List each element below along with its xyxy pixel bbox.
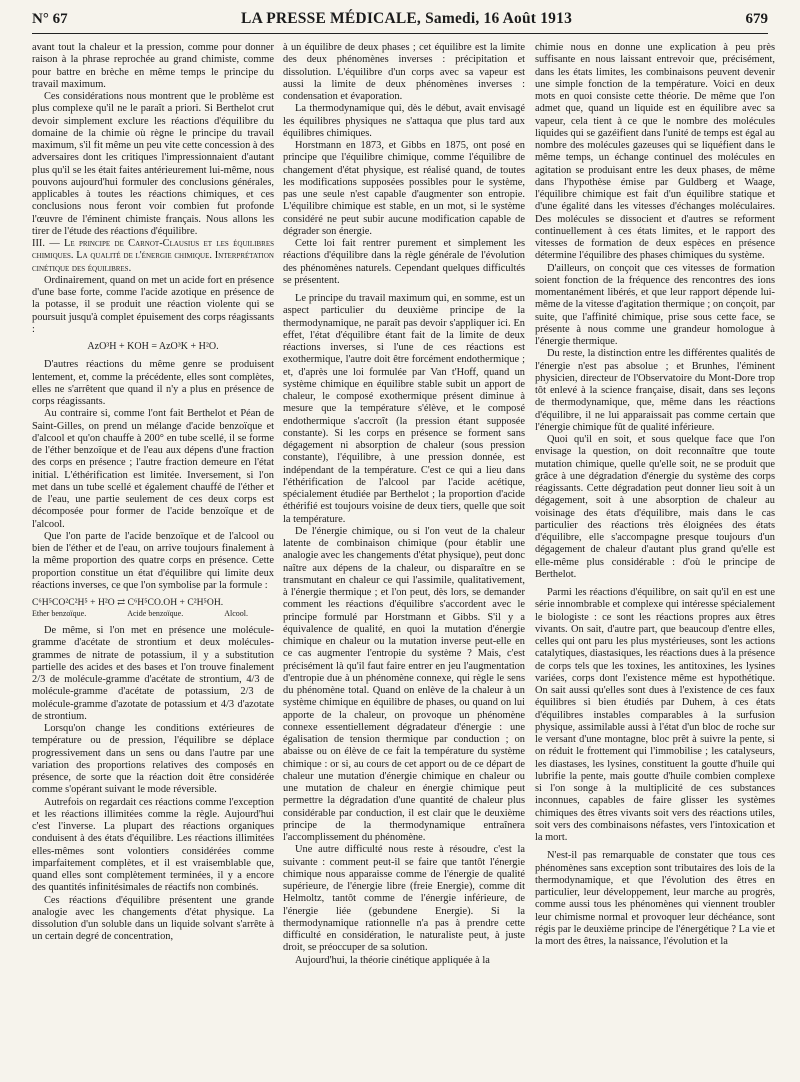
formula-esterification <box>32 597 274 619</box>
column-3 <box>535 42 775 1078</box>
paragraph: La thermodynamique qui, dès le début, avait envisagé les équilibres physiques ne s'attaqua que plus tard aux équilibres chimiques. <box>283 103 525 139</box>
page-header <box>32 8 768 30</box>
header-rule <box>32 33 768 34</box>
paragraph: Du reste, la distinction entre les différentes qualités de l'énergie n'est pas absolue ; et Brunhes, l'éminent physicien, directeur de l'Observatoire du Mont-Dore trop tôt enlevé à la science française, disait, dans ses leçons de thermodynamique, que, même dans les réactions d'équilibre, il ne lui apparaissait pas comme certain que l'énergie chimique fût de qualité inférieure. <box>535 348 775 433</box>
paragraph: Aujourd'hui, la théorie cinétique appliquée à la <box>295 954 490 966</box>
paragraph: Cette loi fait rentrer purement et simplement les réactions d'équilibre dans la règle générale de l'évolution des phénomènes naturels. Cependant quelques difficultés se présentent. <box>283 238 525 286</box>
paragraph: D'ailleurs, on conçoit que ces vitesses de formation soient fonction de la fréquence des rencontres des ions momentanément libérés, et que leur rapport dépende lui-même de la vitesse d'agitation thermique ; on conçoit, par suite, que l'affinité chimique, prise sous cette face, se présente à nous comme une grandeur homologue à l'énergie thermique. <box>535 262 775 347</box>
masthead <box>241 10 572 28</box>
formula-labels <box>32 608 274 619</box>
paragraph: Horstmann en 1873, et Gibbs en 1875, ont posé en principe que l'équilibre chimique, comme l'équilibre de changement d'état physique, est réalisé quand, de toutes les modifications supposées possibles pour le système, pas une seule n'est capable d'augmenter son entropie. L'équilibre chimique est stable, en un mot, si le système considéré ne peut subir aucune modification capable de dégrader son énergie. <box>283 140 525 237</box>
paragraph: avant tout la chaleur et la pression, comme pour donner raison à la phrase reprochée au grand chimiste, comme pour battre en brèche en même temps le principe du travail maximum. <box>32 42 274 90</box>
paragraph: De l'énergie chimique, ou si l'on veut de la chaleur latente de combinaison chimique (pour établir une analogie avec les changements d'état physique), peut donc naître aux dépens de la chaleur, ou disparaître en se transmutant en chaleur ce qui l'assimile, qualitativement, à l'énergie thermique ; et l'on peut, dès lors, se demander comment les réactions d'équilibre s'accordent avec le principe formulé par Horstmann et Gibbs. S'il y a équivalence de qualité, en quoi la mutation d'énergie chimique en chaleur ou la mutation inverse peut-elle en ce cas augmenter l'entropie du système ? Mais, c'est précisément là qu'il faut faire entrer en jeu l'augmentation d'entropie due à un phénomène connexe, qui règle le sens du phénomène total. Quand on enlève de la chaleur à un système chimique en équilibre de phases, ou quand on lui apporte de la chaleur, on provoque un phénomène connexe essentiellement dégradateur d'énergie : une égalisation de tension thermique par conduction ; on abaisse ou on élève de ce fait la température du système chimique : or si, au cours de cet apport ou de ce départ de chaleur une mutation d'énergie chimique en chaleur ou une mutation de chaleur en énergie chimique peut permettre la dégradation d'une quantité de chaleur plus considérable par conduction, il est clair que le deuxième principe de la thermodynamique entraînera l'accomplissement du phénomène. <box>283 525 525 843</box>
formula-label: Acide benzoïque. <box>127 609 184 618</box>
paragraph: Au contraire si, comme l'ont fait Berthelot et Péan de Saint-Gilles, on prend un mélange d'acide benzoïque et d'alcool et qu'on chauffe à 200° en tube scellé, il se forme de l'éther benzoïque et de l'eau aux dépens d'une fraction des corps en présence ; l'autre fraction demeure en l'état initial. L'éthérification est limitée. Inversement, si l'on met dans un tube scellé et également chauffé de l'éther et de l'eau, une partie seulement de ces deux corps est décomposée pour former de l'acide benzoïque et de l'alcool. <box>32 408 274 530</box>
column-2 <box>283 42 525 1078</box>
paragraph: Autrefois on regardait ces réactions comme l'exception et les réactions illimitées comme la règle. Aujourd'hui c'est l'inverse. La plupart des réactions organiques conduisent à des états d'équilibre. Les réactions illimitées elles-mêmes sont volontiers considérées comme imparfaitement complètes, et il est vraisemblable que, quand elles sont complètement terminées, il y a encore des quantités infinitésimales de réactifs non combinés. <box>32 796 274 894</box>
paragraph: De même, si l'on met en présence une molécule-gramme d'acétate de strontium et deux molécules-grammes de nitrate de potassium, il y a substitution partielle des acides et des bases et l'on trouve finalement 2/3 de molécule-gramme d'acétate de strontium, 4/3 de molécule-gramme d'acétate de potassium, 2/3 de molécule-gramme d'azotate de potassium et 4/3 d'azotate de strontium. <box>32 625 274 722</box>
section-heading: III. — Le principe de Carnot-Clausius et les équilibres chimiques. La qualité de l'énergie chimique. Interprétation cinétique des équilibres. <box>32 238 274 274</box>
formula-equation: C⁶H⁵CO²C²H⁵ + H²O ⇄ C⁶H⁵CO.OH + C²H⁵OH. <box>32 597 224 608</box>
paragraph: Le principe du travail maximum qui, en somme, est un aspect particulier du deuxième principe de la thermodynamique, ne paraît pas devoir s'appliquer ici. En effet, l'état d'équilibre étant fait de la limite de deux réactions inverses, si l'une de ces réactions est exothermique, l'autre doit être forcément endothermique ; et, d'après une loi formulée par Van t'Hoff, quand un système chimique en équilibre stable subit un apport de chaleur, le composé exothermique présent diminue à mesure que la température s'élève, et le composé endothermique s'accroît (la pression étant supposée constante). Si les corps en présence se forment sans dégagement ni absorption de chaleur (sous pression constante), l'équilibre, à une pression donnée, est indépendant de la température. C'est ce qui a lieu dans l'éthérification de l'alcool par l'acide acétique, spécialement étudiée par Berthelot ; la proportion d'acide éthérifié est toujours voisine de deux tiers, quelle que soit la température. <box>283 293 525 525</box>
paragraph: Lorsqu'on change les conditions extérieures de température ou de pression, l'équilibre se déplace progressivement dans un sens ou dans l'autre par une variation des proportions relatives des composés en présence, de sorte que la réaction doit être considérée comme s'opérant suivant le mode réversible. <box>32 723 274 796</box>
paragraph: D'autres réactions du même genre se produisent lentement, et, comme la précédente, elles sont complètes, elles ne s'arrêtent que quand il n'y a plus en présence de corps réagissants. <box>32 359 274 407</box>
paragraph: Ordinairement, quand on met un acide fort en présence d'une base forte, comme l'acide azotique en présence de la potasse, il se produit une réaction violente qui se poursuit jusqu'à complet épuisement des corps réagissants : <box>32 274 274 335</box>
issue-date: Samedi, 16 Août 1913 <box>425 10 573 27</box>
column-1 <box>32 42 274 1078</box>
paragraph: Parmi les réactions d'équilibre, on sait qu'il en est une série innombrable et complexe qui intéresse spécialement le biologiste : ce sont les réactions propres aux êtres vivants. On sait, d'autre part, que beaucoup d'entre elles, celles qui ont paru les plus mystérieuses, sont les actions catalytiques, diastasiques, les réactions dues à la présence de corps tels que les toxines, les antitoxines, les lysines variées, corps dont l'existence même est hypothétique. On sait aussi qu'elles sont dues à l'existence de ces faux équilibres si bien étudiés par Duhem, à ces états d'équilibres instables comparables à la surfusion physique, assimilable aussi à l'état d'un bloc de roche sur le versant d'une montagne, bloc prêt à suivre la pente, si on réduit le frottement qui l'immobilise ; les catalyseurs, les diastases, les lysines, constituent la goutte d'huile qui lubrifie la pente, mais goutte d'huile combien complexe si l'on songe à la multiplicité de ces substances inconnues, capables de faire glisser les systèmes chimiques des êtres vivants soit vers des réactions utiles, soit vers des combinaisons néfastes, vers l'intoxication et la mort. <box>535 587 775 843</box>
paragraph: Quoi qu'il en soit, et sous quelque face que l'on envisage la question, on doit reconnaître que toute mutation chimique, quelle qu'elle soit, ne se produit que grâce à une dégradation d'énergie du système des corps réagissants. Cette dégradation peut donner lieu soit à un dégagement, soit à une absorption de chaleur au voisinage des états d'équilibre, mais dans le cas particulier des réactions très éloignées des états d'équilibre, elle s'accompagne presque toujours d'un dégagement de chaleur d'autant plus grand qu'elle est elle-même plus considérable : d'où le principe de Berthelot. <box>535 434 775 580</box>
paragraph: N'est-il pas remarquable de constater que tous ces phénomènes sans exception sont tributaires des lois de la thermodynamique, et que l'évolution des êtres en particulier, leur développement, leur marche au progrès, comme aussi tous les phénomènes qui viennent troubler leur chimisme normal et provoquer leur déchéance, sont régis par le deuxième principe de l'énergétique ? La vie et la mort des êtres, la naissance, l'évolution et la <box>535 850 775 947</box>
journal-title: LA PRESSE MÉDICALE, <box>241 10 421 27</box>
paragraph: à un équilibre de deux phases ; cet équilibre est la limite des deux phénomènes inverses : précipitation et dissolution. L'équilibre d'un corps avec sa vapeur est aussi la limite de deux phénomènes inverses : condensation et évaporation. <box>283 42 525 102</box>
issue-number: N° 67 <box>32 10 68 27</box>
paragraph: Ces réactions d'équilibre présentent une grande analogie avec les changements d'état physique. La dissolution d'un soluble dans un liquide solvant s'arrête à un certain degré de concentration, <box>32 894 274 943</box>
formula-nitric-potash: AzO³H + KOH = AzO³K + H²O. <box>87 341 219 352</box>
page-number: 679 <box>745 10 768 27</box>
paragraph: Ces considérations nous montrent que le problème est plus complexe qu'il ne le paraît a priori. Si Berthelot crut devoir simplement exclure les réactions d'équilibre du domaine de la chimie où règne le principe du travail maximum, s'il fit même un peu vite cette concession à des adversaires dont les critiques l'impressionnaient d'autant plus qu'il se les était faites antérieurement lui-même, nous pouvons aujourd'hui formuler des conclusions générales, applicables à toutes les réactions chimiques, et ces conclusions nous feront voir combien fut profonde l'œuvre de l'éminent chimiste français. Nous allons les tirer de l'étude des réactions d'équilibre. <box>32 91 274 237</box>
formula-label: Ether benzoïque. <box>32 609 87 618</box>
paragraph: Une autre difficulté nous reste à résoudre, c'est la suivante : comment peut-il se faire que tantôt l'énergie chimique nous apparaisse comme de l'énergie de qualité supérieure, de l'énergie libre (freie Energie), comme dit Helmoltz, tantôt comme de l'énergie inférieure, de l'énergie liée (gebundene Energie). Si la thermodynamique rationnelle n'a pas à prendre cette difficulté en considération, le naturaliste peut, à juste droit, se préoccuper de sa solution. <box>283 844 525 954</box>
paragraph: chimie nous en donne une explication à peu près suffisante en nous laissant entrevoir que, précisément, dans les états limites, les combinaisons peuvent devenir une simple fonction de la température. Voici en deux mots en quoi consiste cette théorie. De même que l'on admet que, quand un liquide est en équilibre avec sa vapeur, cela tient à ce que le nombre des molécules liquides qui se gazéifient dans l'unité de temps est égal au nombre des molécules gazeuses qui se liquéfient dans le même temps, un échange continuel des molécules en agitation se produisant entre les deux phases, de même dans l'hypothèse émise par Guldberg et Waage, l'équilibre chimique est fait d'un équilibre statique et d'une égalité dans les vitesses d'échanges moléculaires. Des molécules se dissocient et d'autres se reforment continuellement à ces états limites, et le rapport des vitesses de formation de deux espèces en présence détermine l'équilibre des phases chimiques du système. <box>535 42 775 262</box>
formula-label: Alcool. <box>224 609 248 618</box>
paragraph: Que l'on parte de l'acide benzoïque et de l'alcool ou bien de l'éther et de l'eau, on arrive toujours finalement à la même proportion des quatre corps en présence. Cette proportion constitue un état d'équilibre qui limite deux réactions inverses, ce que l'on symbolise par la formule : <box>32 530 274 591</box>
